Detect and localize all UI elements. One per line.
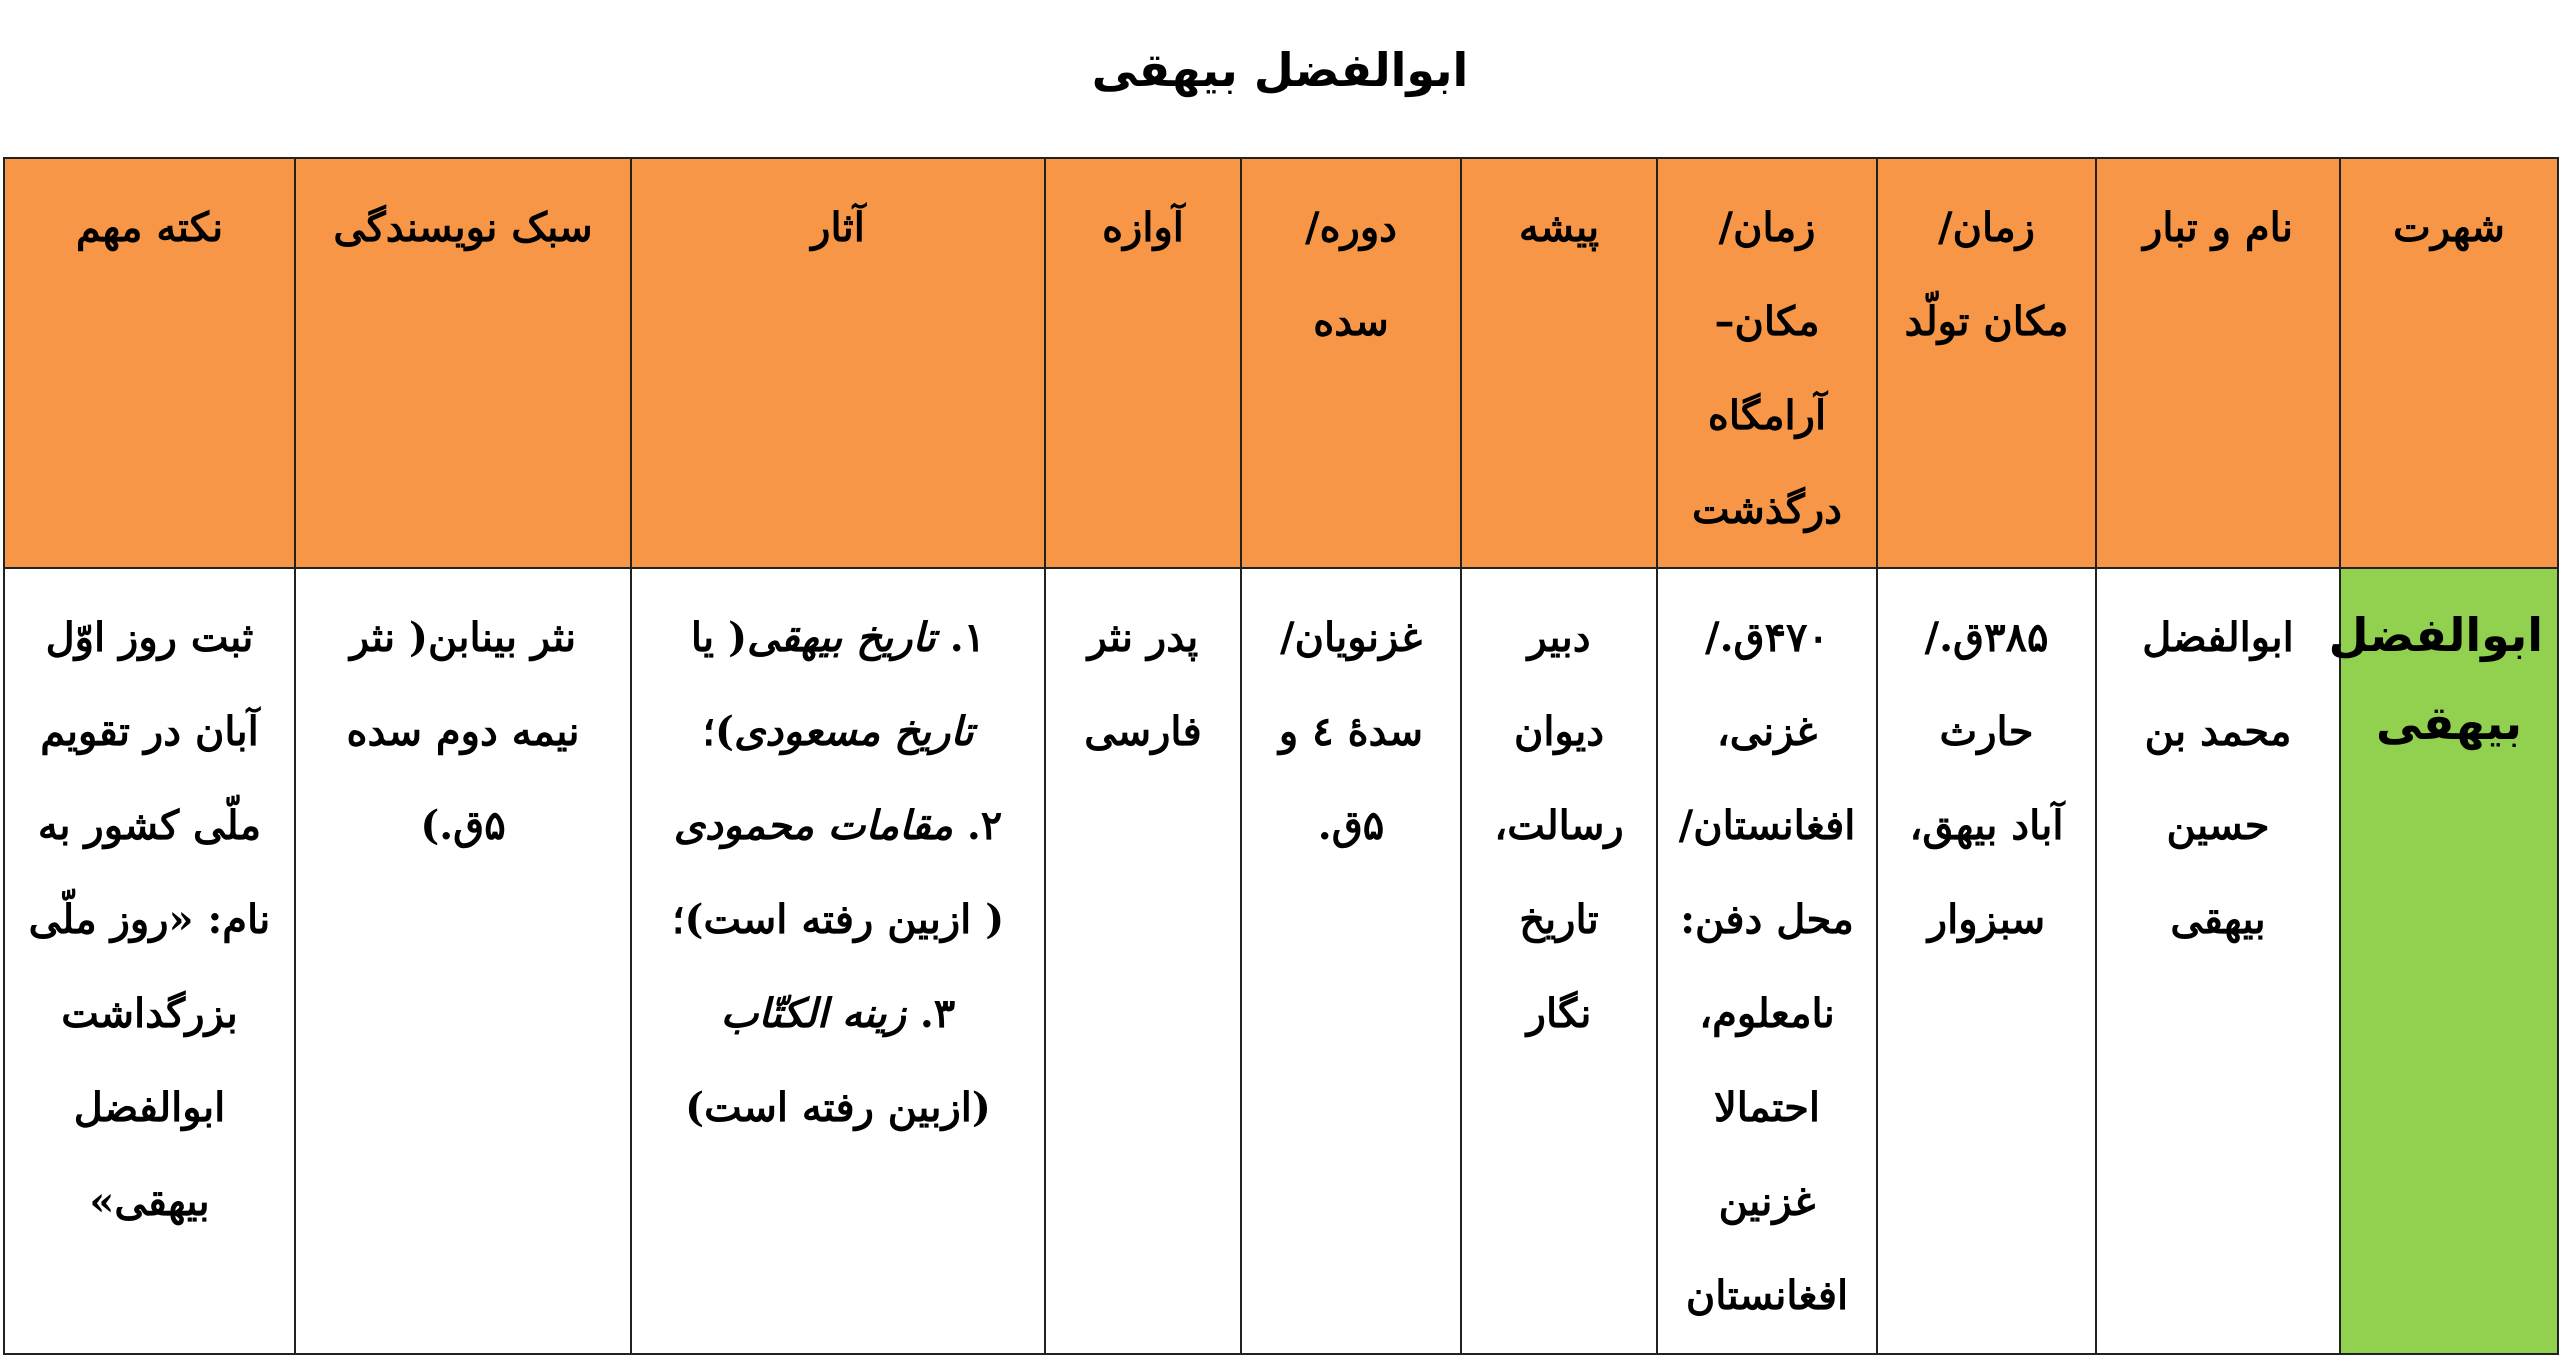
cell-line: رسالت، (1494, 802, 1624, 849)
header-line: پیشه (1518, 204, 1600, 251)
header-name-lineage (2096, 158, 2340, 568)
cell-line: نامعلوم، (1699, 990, 1835, 1037)
work-1-title: تاریخ بیهقی (747, 614, 936, 661)
cell-line: دیوان (1513, 708, 1605, 755)
cell-line: احتمالا (1713, 1084, 1821, 1131)
header-line: زمان/ (1718, 204, 1816, 251)
cell-line: آبان در تقویم (40, 708, 259, 755)
header-line: نام و تبار (2143, 204, 2293, 251)
cell-line: ۳۸۵ق./ (1924, 614, 2049, 661)
cell-line: ۵ق. (1317, 802, 1385, 849)
cell-line: ابوالفضل (2142, 614, 2294, 661)
header-line: درگذشت (1692, 486, 1842, 533)
cell-line: نام: «روز ملّی (28, 896, 271, 943)
header-line: دوره/ (1304, 204, 1397, 251)
cell-birth (1877, 568, 2096, 1354)
header-death (1657, 158, 1877, 568)
cell-line: ثبت روز اوّل (45, 614, 254, 661)
header-line: مکان تولّد (1904, 298, 2069, 345)
cell-era (1241, 568, 1461, 1354)
header-fame (2340, 158, 2558, 568)
header-line: سبک نویسندگی (333, 204, 593, 251)
cell-line: بزرگداشت (61, 990, 238, 1037)
cell-line: غزنین (1718, 1178, 1816, 1225)
work-2-title: مقامات محمودی (673, 802, 953, 849)
work-1-number: ۱. (949, 614, 986, 661)
header-important-note (4, 158, 295, 568)
header-line: آثار (811, 204, 865, 251)
work-3-number: ۳. (919, 990, 956, 1037)
cell-line: دبیر (1527, 614, 1591, 661)
header-row (4, 158, 2558, 568)
cell-death (1657, 568, 1877, 1354)
cell-line: نثر بینابن( نثر (349, 614, 577, 661)
cell-line: محمد بن (2144, 708, 2292, 755)
header-line: نکته مهم (75, 204, 224, 251)
work-2-note: ( ازبین رفته است)؛ (671, 896, 1005, 943)
header-line: مکان– (1714, 298, 1820, 345)
cell-name-lineage (2096, 568, 2340, 1354)
work-1-end: )؛ (702, 708, 734, 755)
work-3-title: زینه الکتّاب (720, 990, 906, 1037)
cell-line: نگار (1526, 990, 1592, 1037)
cell-line: حارث (1939, 708, 2034, 755)
biography-table (3, 157, 2559, 1355)
cell-line: سبزوار (1927, 896, 2046, 943)
table-row (4, 568, 2558, 1354)
header-line: آوازه (1102, 204, 1184, 251)
cell-line: غزنی، (1716, 708, 1818, 755)
work-3-line (646, 967, 1030, 1061)
cell-line: نیمه دوم سده (346, 708, 580, 755)
cell-line: بیهقی (2375, 696, 2523, 750)
cell-line: ابوالفضل (2328, 608, 2543, 662)
cell-important-note (4, 568, 295, 1354)
header-era (1241, 158, 1461, 568)
cell-line: ۵ق.) (420, 802, 506, 849)
cell-reputation (1045, 568, 1241, 1354)
cell-profession (1461, 568, 1657, 1354)
cell-line: ابوالفضل (73, 1084, 226, 1131)
work-1-alt-line (646, 685, 1030, 779)
cell-line: غزنویان/ (1279, 614, 1423, 661)
work-2-number: ۲. (966, 802, 1003, 849)
work-1-rest: ( یا (690, 614, 748, 661)
cell-line: ملّی کشور به (37, 802, 262, 849)
header-line: شهرت (2393, 204, 2505, 251)
header-line: زمان/ (1938, 204, 2035, 251)
header-reputation (1045, 158, 1241, 568)
cell-line: فارسی (1084, 708, 1202, 755)
cell-line: تاریخ (1519, 896, 1599, 943)
cell-line: آباد بیهق، (1909, 802, 2064, 849)
cell-line: بیهقی (2170, 896, 2266, 943)
header-line: سده (1313, 298, 1389, 345)
cell-line: محل دفن: (1680, 896, 1854, 943)
cell-line: حسین (2166, 802, 2270, 849)
cell-works (631, 568, 1045, 1354)
work-3-note: (ازبین رفته است) (685, 1084, 991, 1131)
header-works (631, 158, 1045, 568)
cell-writing-style (295, 568, 631, 1354)
cell-line: سدۀ ٤ و (1278, 708, 1424, 755)
header-writing-style (295, 158, 631, 568)
work-2-line (646, 779, 1030, 873)
page-title: ابوالفضل بیهقی (1091, 43, 1469, 97)
header-profession (1461, 158, 1657, 568)
cell-line: ۴۷۰ق./ (1704, 614, 1830, 661)
cell-line: افغانستان/ (1678, 802, 1856, 849)
cell-fame (2328, 568, 2558, 1354)
cell-line: بیهقی» (89, 1178, 210, 1225)
cell-line: افغانستان (1685, 1272, 1849, 1319)
header-birth (1877, 158, 2096, 568)
cell-line: پدر نثر (1087, 614, 1199, 661)
header-line: آرامگاه (1707, 392, 1827, 439)
work-1-alt-title: تاریخ مسعودی (733, 708, 974, 755)
work-1-line (646, 591, 1030, 685)
